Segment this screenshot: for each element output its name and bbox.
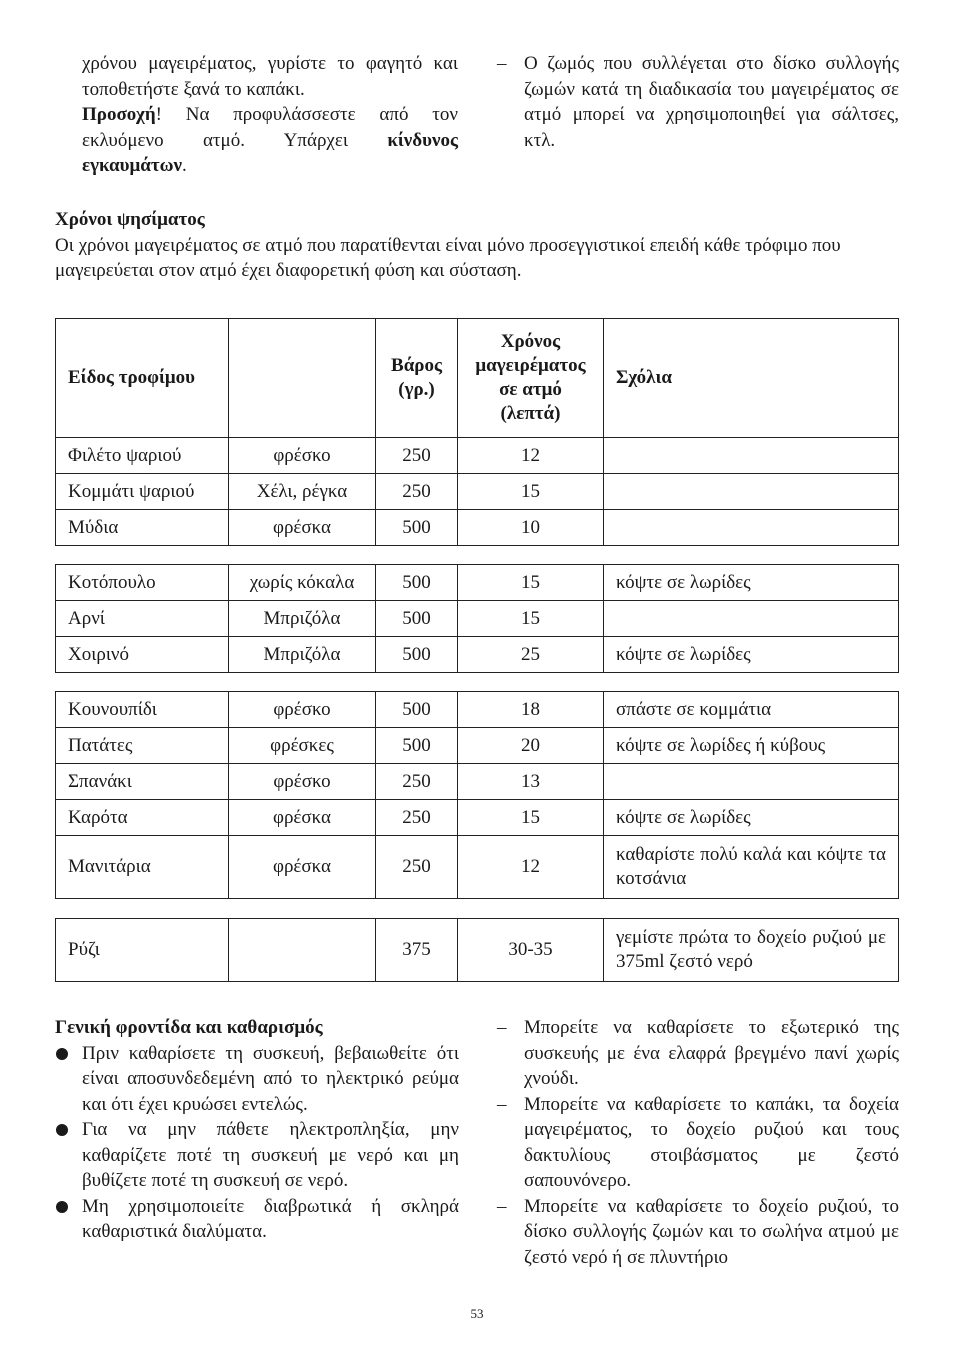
header-food: Είδος τροφίμου [56, 319, 229, 438]
cell-comment: καθαρίστε πολύ καλά και κόψτε τα κοτσάνια [604, 836, 899, 899]
table-row [56, 728, 899, 764]
table-row [56, 438, 899, 474]
dash-marker: – [497, 1017, 507, 1038]
cell-type: φρέσκο [229, 438, 376, 474]
cell-type: φρέσκα [229, 836, 376, 899]
cell-food: Κουνουπίδι [56, 692, 229, 728]
table-row [56, 565, 899, 601]
cell-comment [604, 438, 899, 474]
cell-time: 12 [458, 836, 604, 899]
cell-food: Καρότα [56, 800, 229, 836]
cell-weight: 500 [376, 692, 458, 728]
cell-comment: κόψτε σε λωρίδες [604, 800, 899, 836]
cell-type: φρέσκα [229, 510, 376, 546]
cell-food: Φιλέτο ψαριού [56, 438, 229, 474]
table-row [56, 764, 899, 800]
bullet-icon [56, 1124, 68, 1136]
header-comments: Σχόλια [604, 319, 899, 438]
dash-text: Μπορείτε να καθαρίσετε το εξωτερικό της συσκευής με ένα ελαφρά βρεγμένο πανί χωρίς χνούδι. [524, 1017, 899, 1089]
cell-weight: 500 [376, 637, 458, 673]
cell-type: Μπριζόλα [229, 601, 376, 637]
caution-text: ! Να προφυλάσσεστε από τον εκλυόμενο ατμό. Υπάρχει [82, 104, 458, 151]
cell-food: Κομμάτι ψαριού [56, 474, 229, 510]
cell-time: 13 [458, 764, 604, 800]
list-item [497, 1015, 899, 1092]
cooking-times-table-fish [55, 318, 899, 546]
table-row [56, 692, 899, 728]
cell-food: Χοιρινό [56, 637, 229, 673]
table-row [56, 836, 899, 899]
table-row [56, 800, 899, 836]
cell-food: Μύδια [56, 510, 229, 546]
cell-type: φρέσκες [229, 728, 376, 764]
cell-type: φρέσκο [229, 764, 376, 800]
table-row [56, 510, 899, 546]
care-cleaning-section [55, 1015, 459, 1245]
cooking-times-table-meat [55, 564, 899, 673]
table-row [56, 474, 899, 510]
cell-food: Ρύζι [56, 919, 229, 982]
cell-time: 30-35 [458, 919, 604, 982]
cell-type: Μπριζόλα [229, 637, 376, 673]
section-title: Χρόνοι ψησίματος [55, 209, 205, 230]
list-item [497, 1194, 899, 1271]
cell-weight: 375 [376, 919, 458, 982]
cell-weight: 250 [376, 800, 458, 836]
cell-time: 25 [458, 637, 604, 673]
bullet-text: Μη χρησιμοποιείτε διαβρωτικά ή σκληρά καθαριστικά διαλύματα. [82, 1195, 459, 1242]
table-row [56, 919, 899, 982]
cell-food: Μανιτάρια [56, 836, 229, 899]
list-item [497, 1092, 899, 1194]
cell-weight: 500 [376, 510, 458, 546]
cell-time: 18 [458, 692, 604, 728]
cell-comment [604, 764, 899, 800]
care-cleaning-dash-list [497, 1015, 899, 1270]
list-item [55, 1041, 459, 1118]
cell-comment: σπάστε σε κομμάτια [604, 692, 899, 728]
cell-type: χωρίς κόκαλα [229, 565, 376, 601]
cell-comment: κόψτε σε λωρίδες [604, 637, 899, 673]
intro-continuation [82, 51, 458, 179]
page-number: 53 [470, 1306, 484, 1321]
section-intro: Οι χρόνοι μαγειρέματος σε ατμό που παρατίθενται είναι μόνο προσεγγιστικοί επειδή κάθε τρόφιμο που μαγειρεύεται στον ατμό έχει διαφορετική φύση και σύσταση. [55, 234, 841, 281]
header-weight: Βάρος (γρ.) [376, 319, 458, 438]
cell-comment [604, 474, 899, 510]
cell-weight: 250 [376, 764, 458, 800]
cell-weight: 250 [376, 474, 458, 510]
bullet-text: Πριν καθαρίσετε τη συσκευή, βεβαιωθείτε ότι είναι αποσυνδεδεμένη από το ηλεκτρικό ρεύμα και ότι έχει κρυώσει εντελώς. [82, 1042, 459, 1115]
cell-comment [604, 601, 899, 637]
cell-type [229, 919, 376, 982]
table-row [56, 637, 899, 673]
bullet-text: Για να μην πάθετε ηλεκτροπληξία, μην καθαρίζετε ποτέ τη συσκευή με νερό και μη βυθίζετε ποτέ τη συσκευή σε νερό. [82, 1119, 459, 1191]
cooking-times-table-rice [55, 918, 899, 982]
dash-text: Μπορείτε να καθαρίσετε το δοχείο ρυζιού, το δίσκο συλλογής ζωμών και το σωλήνα ατμού με ζεστό νερό ή σε πλυντήριο [524, 1195, 899, 1268]
cell-time: 15 [458, 800, 604, 836]
dash-marker: – [497, 1093, 507, 1115]
cell-type: Χέλι, ρέγκα [229, 474, 376, 510]
section-title: Γενική φροντίδα και καθαρισμός [55, 1017, 323, 1038]
cell-time: 20 [458, 728, 604, 764]
cell-time: 15 [458, 601, 604, 637]
cell-weight: 500 [376, 601, 458, 637]
dash-marker: – [497, 1195, 507, 1217]
cooking-times-section [55, 207, 900, 284]
list-item [55, 1194, 459, 1245]
intro-text: χρόνου μαγειρέματος, γυρίστε το φαγητό και τοποθετήστε ξανά το καπάκι. [82, 53, 458, 100]
dash-text: Μπορείτε να καθαρίσετε το καπάκι, τα δοχεία μαγειρέματος, το δοχείο ρυζιού και τους δακτυλίους στοιβάσματος με ζεστό σαπουνόνερο. [524, 1093, 899, 1191]
list-item [55, 1117, 459, 1194]
table-row [56, 601, 899, 637]
cooking-times-table-vegetables [55, 691, 899, 899]
cell-comment: γεμίστε πρώτα το δοχείο ρυζιού με 375ml ζεστό νερό [604, 919, 899, 982]
cell-comment [604, 510, 899, 546]
cell-comment: κόψτε σε λωρίδες [604, 565, 899, 601]
header-type [229, 319, 376, 438]
cell-weight: 500 [376, 728, 458, 764]
cell-comment: κόψτε σε λωρίδες ή κύβους [604, 728, 899, 764]
cell-type: φρέσκα [229, 800, 376, 836]
cell-food: Αρνί [56, 601, 229, 637]
dash-marker: – [497, 53, 507, 74]
cell-food: Πατάτες [56, 728, 229, 764]
broth-note-text: Ο ζωμός που συλλέγεται στο δίσκο συλλογής ζωμών κατά τη διαδικασία του μαγειρέματος σε ατμό μπορεί να χρησιμοποιηθεί για σάλτσες, κτλ. [524, 53, 899, 151]
cell-time: 10 [458, 510, 604, 546]
bullet-icon [56, 1048, 68, 1060]
table-header-row [56, 319, 899, 438]
broth-note-item [497, 51, 899, 153]
cell-food: Σπανάκι [56, 764, 229, 800]
broth-note [497, 51, 899, 153]
cell-food: Κοτόπουλο [56, 565, 229, 601]
caution-label: Προσοχή [82, 104, 156, 125]
cell-type: φρέσκο [229, 692, 376, 728]
cell-weight: 250 [376, 836, 458, 899]
cell-time: 12 [458, 438, 604, 474]
cell-weight: 500 [376, 565, 458, 601]
cell-time: 15 [458, 565, 604, 601]
danger-label: κίνδυνος εγκαυμάτων [82, 129, 458, 176]
bullet-icon [56, 1201, 68, 1213]
danger-end: . [181, 155, 187, 176]
header-time: Χρόνος μαγειρέματος σε ατμό (λεπτά) [458, 319, 604, 438]
cell-time: 15 [458, 474, 604, 510]
cell-weight: 250 [376, 438, 458, 474]
